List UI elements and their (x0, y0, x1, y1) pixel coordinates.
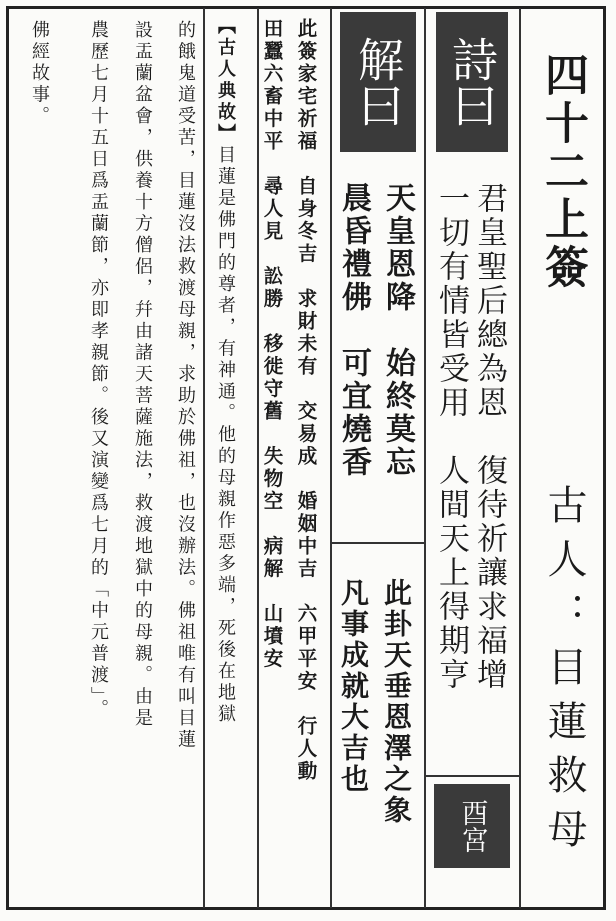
poem-line-2: 一切有情皆受用 人間天上得期亨 (433, 182, 469, 692)
story-line-1 (216, 16, 234, 726)
poem-header-box (436, 12, 508, 152)
poem-header: 詩曰 (445, 36, 499, 128)
interpretation-header-box (340, 12, 416, 152)
story-title: 古人：目蓮救母 (541, 484, 587, 862)
story-line-3: 設盂蘭盆會，供養十方僧侶，幷由諸天菩薩施法，救渡地獄中的母親。由是 (132, 20, 153, 730)
divider-interpretation (330, 8, 332, 908)
divider-poem (424, 8, 426, 908)
divider-title (519, 8, 521, 908)
omen-line-2: 凡事成就大吉也 (337, 578, 370, 795)
interpretation-header: 解曰 (351, 36, 405, 128)
omen-line-1: 此卦天垂恩澤之象 (380, 578, 413, 826)
story-line-4: 農歷七月十五日爲盂蘭節，亦即孝親節。後又演變爲七月的「中元普渡」。 (88, 20, 109, 721)
palace-label: 酉宮 (456, 799, 488, 853)
poem-line-1: 君皇聖后總為恩 復待祈讓求福增 (471, 182, 507, 692)
fortune-line-2: 田蠶六畜中平 尋人見 訟勝 移徙守舊 失物空 病解 山墳安 (260, 18, 284, 671)
divider-answer-bottom (332, 542, 424, 544)
divider-story (203, 8, 205, 908)
interpretation-line-2: 晨昏禮佛 可宜燒香 (336, 182, 371, 479)
palace-box (434, 784, 510, 868)
story-line-5: 佛經故事。 (29, 20, 50, 128)
divider-poem-bottom (426, 775, 519, 777)
interpretation-line-1: 天皇恩降 始終莫忘 (380, 182, 415, 479)
fortune-line-1: 此簽家宅祈福 自身冬吉 求財未有 交易成 婚姻中吉 六甲平安 行人動 (294, 18, 318, 783)
divider-fortune (257, 8, 259, 908)
lot-title: 四十二上簽 (537, 52, 588, 292)
story-line-2: 的餓鬼道受苦，目蓮沒法救渡母親，求助於佛祖，也沒辦法。佛祖唯有叫目蓮 (175, 20, 196, 751)
story-text-1: 目蓮是佛門的尊者，有神通。他的母親作惡多端，死後在地獄 (215, 145, 236, 726)
story-heading: 【古人典故】 (215, 16, 236, 145)
